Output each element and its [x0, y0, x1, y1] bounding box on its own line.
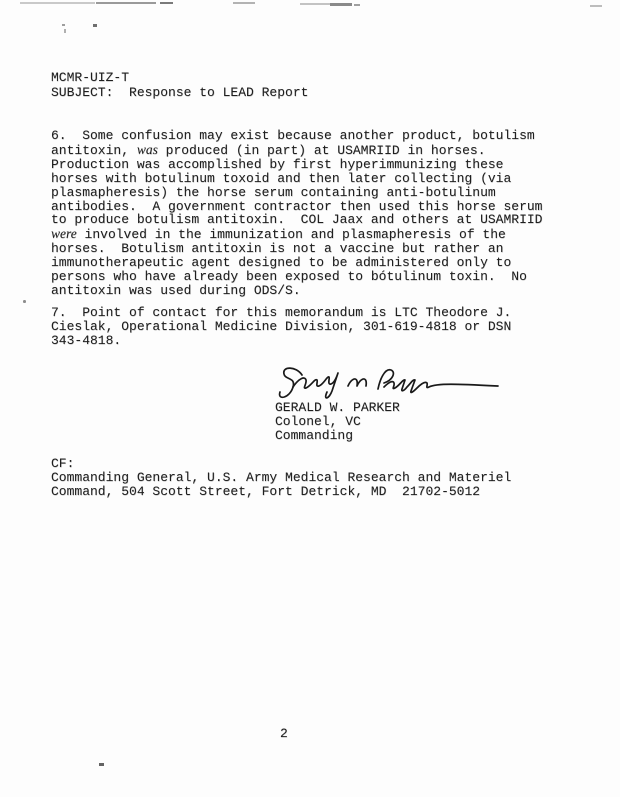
signer-title: Commanding — [275, 427, 354, 443]
scan-artifact — [590, 5, 602, 7]
text-line: Production was accomplished by first hyperimmunizing these — [51, 156, 504, 172]
signer-name: GERALD W. PARKER — [275, 400, 400, 415]
scan-artifact — [330, 3, 352, 6]
office-symbol: MCMR-UIZ-T — [51, 70, 130, 85]
text-segment: antitoxin, — [51, 142, 137, 158]
memo-header — [51, 71, 308, 100]
text-line: to produce botulism antitoxin. COL Jaax and others at USAMRIID — [51, 212, 543, 228]
scan-artifact — [23, 300, 26, 303]
scan-artifact — [93, 24, 97, 27]
paragraph-7 — [51, 306, 511, 348]
page-number: 2 — [280, 726, 288, 741]
cf-label: CF: — [51, 456, 75, 471]
scan-artifact — [354, 4, 360, 6]
signer-rank: Colonel, VC — [275, 413, 361, 429]
paragraph-6 — [51, 129, 542, 298]
text-line — [51, 227, 542, 242]
scan-artifact — [99, 763, 104, 766]
signature-block — [275, 401, 400, 443]
text-line: antibodies. A government contractor then used this horse serum — [51, 198, 543, 214]
text-line: Command, 504 Scott Street, Fort Detrick, MD 21702-5012 — [51, 483, 481, 499]
text-line: 7. Point of contact for this memorandum is LTC Theodore J. — [51, 305, 512, 320]
text-line: immunotherapeutic agent designed to be administered only to — [51, 255, 512, 271]
text-line: antitoxin was used during ODS/S. — [51, 282, 301, 298]
text-line: horses. Botulism antitoxin is not a vaccine but rather an — [51, 241, 504, 257]
scan-artifact — [300, 3, 330, 5]
scan-artifact — [96, 2, 156, 4]
text-line: persons who have already been exposed to bótulinum toxin. No — [51, 269, 527, 285]
text-line: Commanding General, U.S. Army Medical Research and Materiel — [51, 469, 512, 485]
scan-artifact — [160, 2, 173, 5]
scan-artifact — [233, 2, 255, 4]
italic-word: was — [136, 141, 158, 157]
cf-block — [51, 457, 511, 499]
text-line: horses with botulinum toxoid and then later collecting (via — [51, 170, 512, 186]
text-segment: produced (in part) at USAMRIID in horses. — [157, 142, 486, 158]
signature-image — [272, 364, 500, 402]
text-line — [51, 143, 542, 158]
scan-artifact — [20, 2, 95, 4]
subject-line: SUBJECT: Response to LEAD Report — [51, 84, 309, 100]
scan-artifact — [64, 29, 66, 33]
scan-artifact — [62, 24, 65, 26]
text-line: Cieslak, Operational Medicine Division, 301-619-4818 or DSN — [51, 318, 512, 334]
italic-word: were — [51, 226, 77, 242]
text-line: plasmapheresis) the horse serum containing anti-botulinum — [51, 184, 496, 200]
text-line: 343-4818. — [51, 332, 122, 348]
text-segment: involved in the immunization and plasmapheresis of the — [76, 227, 506, 243]
text-line: 6. Some confusion may exist because another product, botulism — [51, 128, 535, 143]
